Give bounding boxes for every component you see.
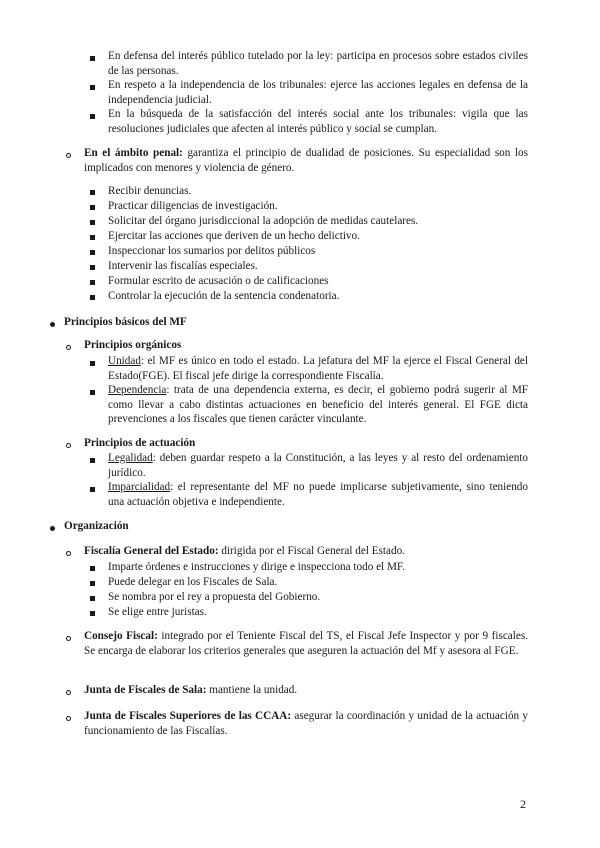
list-item: Recibir denuncias. — [108, 185, 192, 197]
list-item: Legalidad: deben guardar respeto a la Constitución, a las leyes y al resto del ordenamiento jurídico. — [108, 452, 528, 479]
list-item: Ejercitar las acciones que deriven de un hecho delictivo. — [108, 230, 360, 242]
term: Dependencia — [108, 384, 167, 396]
list-item: Practicar diligencias de investigación. — [108, 200, 278, 212]
dot-bullet-icon — [50, 526, 55, 531]
square-bullet-icon — [90, 280, 95, 285]
penal-text: garantiza el principio de dualidad de posiciones. Su especialidad son los implicados con menores y violencia de género. — [84, 147, 528, 174]
fge-title: Fiscalía General del Estado: — [84, 545, 219, 557]
list-item: Dependencia: trata de una dependencia externa, es decir, el gobierno podrá sugerir al MF como llevar a cabo distintas actuaciones en beneficio del interés general. El FGE dicta prevenciones a los fiscales que tienen carácter vinculante. — [108, 384, 528, 426]
square-bullet-icon — [90, 205, 95, 210]
square-bullet-icon — [90, 611, 95, 616]
subsection-heading: Principios orgánicos — [84, 339, 182, 351]
section-heading: Organización — [64, 520, 129, 532]
consejo-title: Consejo Fiscal: — [84, 630, 158, 642]
square-bullet-icon — [90, 487, 95, 492]
circle-bullet-icon — [66, 636, 71, 641]
square-bullet-icon — [90, 220, 95, 225]
square-bullet-icon — [90, 295, 95, 300]
list-item: Formular escrito de acusación o de calificaciones — [108, 275, 329, 287]
square-bullet-icon — [90, 596, 95, 601]
term: Unidad — [108, 355, 141, 367]
square-bullet-icon — [90, 390, 95, 395]
fge-paragraph: Fiscalía General del Estado: dirigida por el Fiscal General del Estado. — [84, 545, 405, 557]
term: Imparcialidad — [108, 481, 171, 493]
list-item: Unidad: el MF es único en todo el estado. La jefatura del MF la ejerce el Fiscal General del Estado(FGE). El fiscal jefe dirige la correspondiente Fiscalía. — [108, 355, 528, 382]
square-bullet-icon — [90, 190, 95, 195]
list-item: Se nombra por el rey a propuesta del Gobierno. — [108, 591, 321, 603]
circle-bullet-icon — [66, 443, 71, 448]
term: Legalidad — [108, 452, 153, 464]
list-item: Intervenir las fiscalías especiales. — [108, 260, 258, 272]
square-bullet-icon — [90, 56, 95, 61]
junta-superiores-paragraph: Junta de Fiscales Superiores de las CCAA: asegurar la coordinación y unidad de la actuación y funcionamiento de las Fiscalías. — [84, 710, 529, 737]
square-bullet-icon — [90, 566, 95, 571]
list-item: En defensa del interés público tutelado por la ley: participa en procesos sobre estados civiles de las personas. — [108, 50, 528, 77]
list-item: Imparte órdenes e instrucciones y dirige e inspecciona todo el MF. — [108, 561, 406, 573]
list-item: Se elige entre juristas. — [108, 606, 207, 618]
section-heading: Principios básicos del MF — [64, 316, 187, 328]
circle-bullet-icon — [66, 551, 71, 556]
page-number: 2 — [520, 797, 526, 811]
list-item: Inspeccionar los sumarios por delitos públicos — [108, 245, 316, 257]
list-item: Imparcialidad: el representante del MF no puede implicarse subjetivamente, sino teniendo una actuación objetiva e independiente. — [108, 481, 528, 508]
square-bullet-icon — [90, 85, 95, 90]
square-bullet-icon — [90, 265, 95, 270]
junta-sala-title: Junta de Fiscales de Sala: — [84, 684, 207, 696]
square-bullet-icon — [90, 361, 95, 366]
list-item: En la búsqueda de la satisfacción del interés social ante los tribunales: vigila que las resoluciones judiciales que afecten al interés público y social se cumplan. — [108, 108, 528, 135]
list-item: En respeto a la independencia de los tribunales: ejerce las acciones legales en defensa de la independencia judicial. — [108, 79, 528, 106]
square-bullet-icon — [90, 581, 95, 586]
penal-paragraph — [84, 146, 528, 175]
dot-bullet-icon — [50, 322, 55, 327]
circle-bullet-icon — [66, 345, 71, 350]
list-item: Puede delegar en los Fiscales de Sala. — [108, 576, 278, 588]
consejo-paragraph: Consejo Fiscal: integrado por el Teniente Fiscal del TS, el Fiscal Jefe Inspector y por 9 fiscales. Se encarga de elaborar los criterios generales que aseguren la actuación del Mf y asesora al FGE. — [84, 630, 528, 657]
penal-title: En el ámbito penal: — [84, 147, 183, 159]
subsection-heading: Principios de actuación — [84, 437, 196, 449]
list-item: Controlar la ejecución de la sentencia condenatoria. — [108, 290, 340, 302]
circle-bullet-icon — [66, 690, 71, 695]
square-bullet-icon — [90, 458, 95, 463]
circle-bullet-icon — [66, 153, 71, 158]
square-bullet-icon — [90, 235, 95, 240]
junta-superiores-title: Junta de Fiscales Superiores de las CCAA: — [84, 710, 292, 722]
circle-bullet-icon — [66, 716, 71, 721]
junta-sala-paragraph: Junta de Fiscales de Sala: mantiene la unidad. — [84, 684, 298, 696]
square-bullet-icon — [90, 114, 95, 119]
list-item: Solicitar del órgano jurisdiccional la adopción de medidas cautelares. — [108, 215, 419, 227]
square-bullet-icon — [90, 250, 95, 255]
